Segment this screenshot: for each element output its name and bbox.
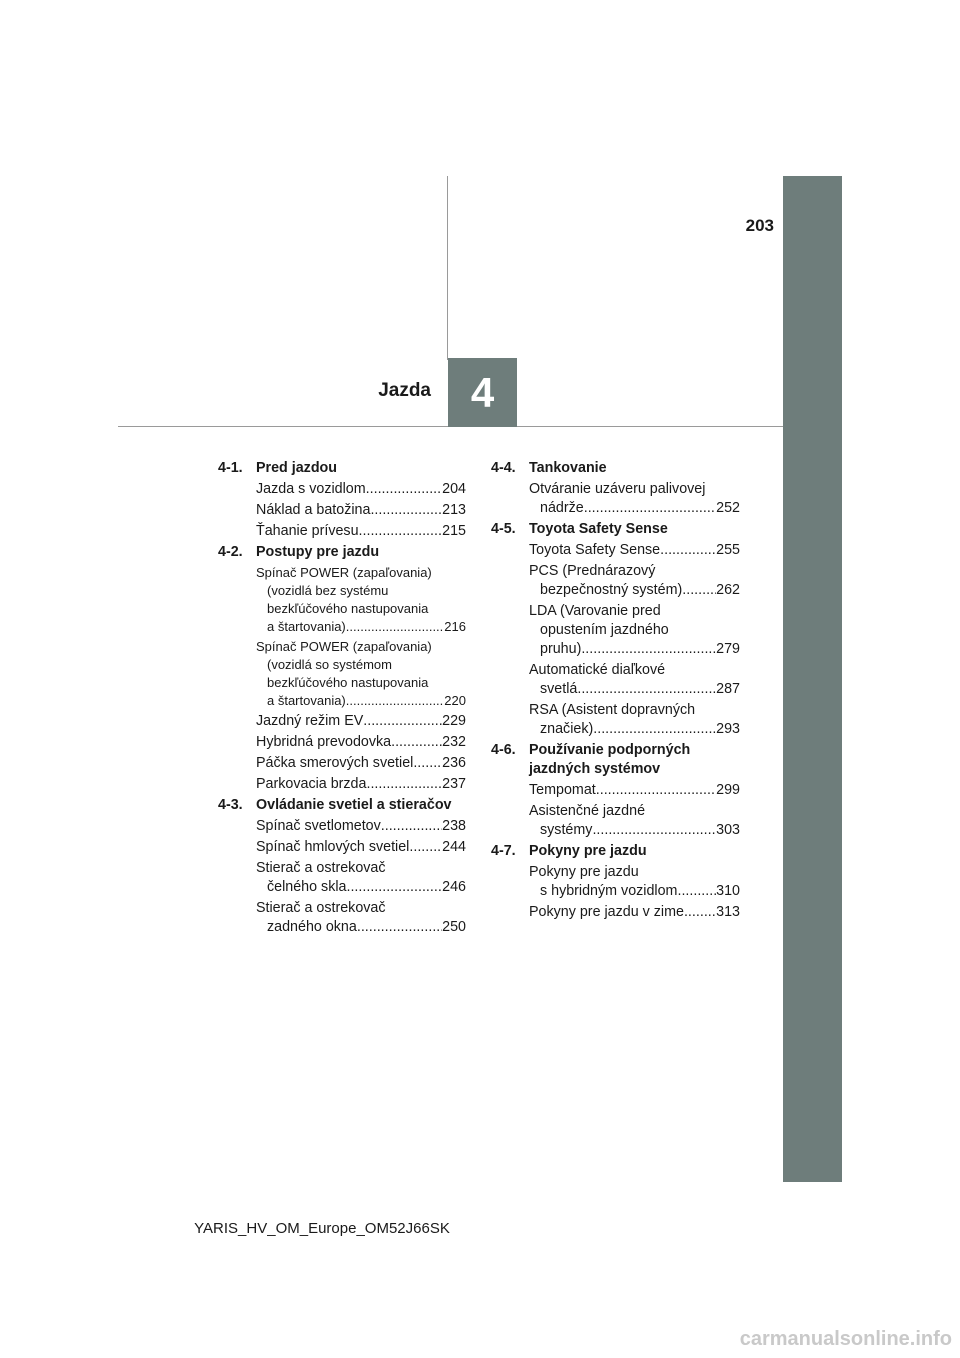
toc-entry-text: Stierač a ostrekovač: [256, 860, 386, 876]
toc-section-title-line: Používanie podporných: [529, 742, 691, 758]
toc-entry-page: 216: [444, 619, 466, 634]
toc-entry[interactable]: [256, 859, 466, 897]
toc-entry-text: Stierač a ostrekovač: [256, 900, 386, 916]
toc-leader-dots: [363, 712, 442, 731]
toc-entry[interactable]: [529, 602, 740, 659]
toc-entry-line: [529, 802, 740, 821]
toc-entry-page: 310: [716, 883, 740, 899]
toc-section-title-line: Toyota Safety Sense: [529, 521, 668, 537]
toc-entry-page: 299: [716, 782, 740, 798]
toc-leader-dots: [413, 754, 442, 773]
toc-entry-line: [256, 878, 466, 897]
toc-entry-line: [256, 918, 466, 937]
toc-entry-line: [529, 720, 740, 739]
toc-entry-text: Toyota Safety Sense: [529, 542, 661, 558]
toc-section-title-line: Tankovanie: [529, 460, 607, 476]
toc-entry-text: Spínač POWER (zapaľovania): [256, 565, 432, 580]
toc-entry-line: [256, 600, 466, 618]
toc-entry-line: [529, 882, 740, 901]
toc-entry-text: značiek): [540, 721, 594, 737]
toc-entry-line: [256, 733, 466, 752]
toc-entry-page: 279: [716, 641, 740, 657]
toc-section-title: [529, 459, 740, 478]
toc-entry-line: [529, 701, 740, 720]
toc-entry-line: [529, 621, 740, 640]
toc-entry[interactable]: [256, 754, 466, 773]
toc-entry-page: 215: [442, 523, 466, 539]
toc-entry-line: [529, 680, 740, 699]
toc-entry[interactable]: [256, 838, 466, 857]
toc-section-header: [491, 741, 740, 779]
toc-entry-text: Jazda s vozidlom: [256, 481, 366, 497]
toc-entry[interactable]: [256, 480, 466, 499]
toc-entry-page: 313: [716, 904, 740, 920]
toc-entry-line: [256, 838, 466, 857]
toc-entry-text: Tempomat: [529, 782, 596, 798]
toc-entry-page: 255: [716, 542, 740, 558]
toc-section-header: [218, 796, 466, 815]
toc-section-header: [491, 520, 740, 539]
toc-entry[interactable]: [529, 661, 740, 699]
toc-entry-line: [529, 903, 740, 922]
toc-entry-page: 229: [442, 713, 466, 729]
toc-entry-page: 238: [442, 818, 466, 834]
toc-entry[interactable]: [256, 564, 466, 636]
toc-entry[interactable]: [529, 562, 740, 600]
toc-entry-text: bezkľúčového nastupovania: [267, 675, 429, 690]
toc-section-title: [256, 543, 466, 562]
toc-entry-page: 262: [716, 582, 740, 598]
toc-entry-page: 237: [442, 776, 466, 792]
toc-entry-text: a štartovania): [267, 619, 346, 634]
toc-entry-line: [256, 480, 466, 499]
toc-entry-text: zadného okna: [267, 919, 357, 935]
toc-section-title: [256, 459, 466, 478]
toc-section-title: [529, 520, 740, 539]
toc-section-title: [529, 741, 740, 779]
toc-entry[interactable]: [529, 701, 740, 739]
page-number: 203: [745, 216, 774, 235]
toc-entry-text: Asistenčné jazdné: [529, 803, 646, 819]
toc-entry-text: Spínač svetlometov: [256, 818, 381, 834]
toc-entry-text: Pokyny pre jazdu: [529, 864, 639, 880]
toc-entry[interactable]: [256, 522, 466, 541]
toc-entry-line: [256, 501, 466, 520]
toc-section-title: [256, 796, 466, 815]
toc-entry-line: [529, 602, 740, 621]
toc-entry-line: [529, 661, 740, 680]
toc-entry-line: [529, 863, 740, 882]
toc-entry-text: svetlá: [540, 681, 578, 697]
toc-entry-text: Jazdný režim EV: [256, 713, 364, 729]
toc-entry-page: 287: [716, 681, 740, 697]
toc-entry-text: (vozidlá so systémom: [267, 657, 392, 672]
toc-entry-line: [529, 499, 740, 518]
toc-entry-line: [256, 692, 466, 710]
toc-entry-text: Páčka smerových svetiel: [256, 755, 414, 771]
toc-entry-line: [529, 581, 740, 600]
toc-section-number: 4-7.: [491, 843, 516, 859]
chapter-number-badge: 4: [448, 358, 517, 427]
toc-section-header: [218, 543, 466, 562]
toc-entry-line: [256, 817, 466, 836]
toc-entry-line: [256, 899, 466, 918]
toc-entry-line: [256, 775, 466, 794]
toc-leader-dots: [577, 680, 716, 699]
toc-leader-dots: [409, 838, 442, 857]
toc-section: [218, 543, 466, 794]
toc-section-title-line: Postupy pre jazdu: [256, 544, 380, 560]
toc-entry-page: 220: [444, 693, 466, 708]
toc-entry-text: LDA (Varovanie pred: [529, 603, 661, 619]
toc-section-title-line: Ovládanie svetiel a stieračov: [256, 797, 452, 813]
toc-entry[interactable]: [256, 775, 466, 794]
toc-leader-dots: [677, 882, 716, 901]
toc-entry-text: nádrže: [540, 500, 584, 516]
toc-entry-text: s hybridným vozidlom: [540, 883, 678, 899]
toc-entry-line: [529, 821, 740, 840]
toc-entry[interactable]: [529, 541, 740, 560]
toc-leader-dots: [660, 541, 716, 560]
toc-section-number: 4-1.: [218, 460, 243, 476]
toc-entry-page: 213: [442, 502, 466, 518]
toc-entry-text: čelného skla: [267, 879, 347, 895]
toc-entry-text: Spínač POWER (zapaľovania): [256, 639, 432, 654]
toc-section-header: [491, 459, 740, 478]
toc-entry-line: [256, 582, 466, 600]
toc-entry-line: [256, 754, 466, 773]
toc-column-right: [491, 459, 740, 924]
toc-section-number: 4-4.: [491, 460, 516, 476]
toc-entry-text: a štartovania): [267, 693, 346, 708]
toc-entry-line: [256, 618, 466, 636]
toc-leader-dots: [593, 720, 716, 739]
toc-section: [491, 741, 740, 840]
toc-entry-text: Automatické diaľkové: [529, 662, 666, 678]
toc-leader-dots: [366, 480, 442, 499]
toc-leader-dots: [584, 499, 716, 518]
toc-entry-line: [256, 712, 466, 731]
toc-entry-text: Ťahanie prívesu: [256, 523, 359, 539]
toc-section-title-line: Pred jazdou: [256, 460, 338, 476]
toc-section: [491, 520, 740, 739]
toc-entry[interactable]: [529, 480, 740, 518]
toc-entry[interactable]: [256, 638, 466, 710]
toc-section-number: 4-6.: [491, 742, 516, 758]
toc-entry[interactable]: [256, 817, 466, 836]
toc-leader-dots: [381, 817, 442, 836]
toc-entry-page: 236: [442, 755, 466, 771]
toc-leader-dots: [592, 821, 716, 840]
toc-entry-text: Náklad a batožina: [256, 502, 371, 518]
toc-section-title-line: jazdných systémov: [529, 761, 661, 777]
toc-section-title: [529, 842, 740, 861]
toc-leader-dots: [596, 781, 716, 800]
toc-entry-line: [256, 638, 466, 656]
toc-entry-line: [256, 522, 466, 541]
toc-entry[interactable]: [529, 903, 740, 922]
toc-section-number: 4-2.: [218, 544, 243, 560]
toc-entry-text: Pokyny pre jazdu v zime: [529, 904, 684, 920]
toc-entry-text: bezkľúčového nastupovania: [267, 601, 429, 616]
toc-section-number: 4-3.: [218, 797, 243, 813]
toc-entry-text: Parkovacia brzda: [256, 776, 367, 792]
toc-leader-dots: [370, 501, 442, 520]
toc-leader-dots: [366, 775, 442, 794]
toc-entry[interactable]: [256, 712, 466, 731]
toc-entry-text: Otváranie uzáveru palivovej: [529, 481, 706, 497]
toc-entry-text: opustením jazdného: [540, 622, 669, 638]
toc-leader-dots: [346, 692, 445, 710]
toc-entry-page: 303: [716, 822, 740, 838]
header-vertical-rule: [447, 176, 448, 360]
toc-leader-dots: [682, 581, 716, 600]
toc-leader-dots: [357, 918, 442, 937]
toc-entry-line: [256, 859, 466, 878]
document-footer: YARIS_HV_OM_Europe_OM52J66SK: [194, 1220, 450, 1237]
toc-section: [491, 842, 740, 922]
toc-leader-dots: [684, 903, 716, 922]
toc-entry-text: bezpečnostný systém): [540, 582, 683, 598]
toc-entry-page: 252: [716, 500, 740, 516]
toc-entry-text: RSA (Asistent dopravných: [529, 702, 696, 718]
toc-entry-page: 293: [716, 721, 740, 737]
toc-entry-line: [256, 564, 466, 582]
toc-entry[interactable]: [529, 863, 740, 901]
toc-entry-line: [529, 781, 740, 800]
toc-entry-page: 232: [442, 734, 466, 750]
toc-leader-dots: [346, 878, 442, 897]
watermark: carmanualsonline.info: [739, 1328, 952, 1350]
toc-entry-page: 246: [442, 879, 466, 895]
toc-entry-line: [529, 541, 740, 560]
toc-entry-line: [256, 674, 466, 692]
toc-entry-text: (vozidlá bez systému: [267, 583, 389, 598]
toc-section-header: [491, 842, 740, 861]
toc-entry[interactable]: [529, 781, 740, 800]
toc-section-number: 4-5.: [491, 521, 516, 537]
toc-entry-page: 250: [442, 919, 466, 935]
toc-entry-line: [529, 562, 740, 581]
toc-column-left: [218, 459, 466, 939]
toc-section-header: [218, 459, 466, 478]
toc-section: [218, 459, 466, 541]
toc-entry-line: [529, 640, 740, 659]
toc-entry-text: PCS (Prednárazový: [529, 563, 656, 579]
toc-entry-text: Spínač hmlových svetiel: [256, 839, 410, 855]
toc-entry[interactable]: [256, 733, 466, 752]
toc-section: [491, 459, 740, 518]
toc-section: [218, 796, 466, 937]
toc-entry-text: Hybridná prevodovka: [256, 734, 392, 750]
chapter-title: Jazda: [378, 380, 431, 401]
toc-entry-page: 244: [442, 839, 466, 855]
toc-entry-line: [529, 480, 740, 499]
toc-leader-dots: [391, 733, 442, 752]
toc-entry[interactable]: [256, 899, 466, 937]
toc-entry[interactable]: [529, 802, 740, 840]
toc-entry[interactable]: [256, 501, 466, 520]
toc-leader-dots: [346, 618, 445, 636]
toc-leader-dots: [581, 640, 716, 659]
toc-entry-text: pruhu): [540, 641, 582, 657]
toc-entry-text: systémy: [540, 822, 593, 838]
chapter-side-tab: [783, 176, 842, 1182]
toc-leader-dots: [359, 522, 443, 541]
toc-section-title-line: Pokyny pre jazdu: [529, 843, 647, 859]
toc-entry-line: [256, 656, 466, 674]
toc-entry-page: 204: [442, 481, 466, 497]
